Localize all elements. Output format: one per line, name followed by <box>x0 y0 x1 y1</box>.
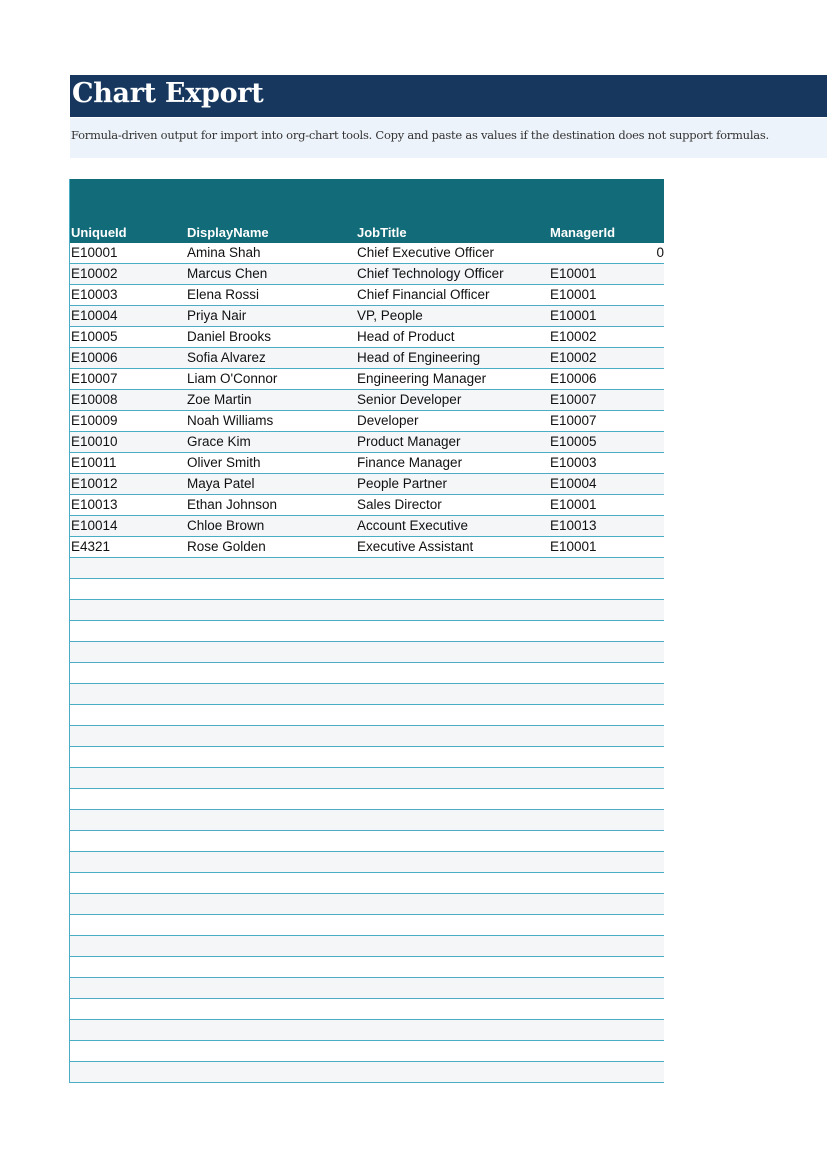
cell-displayname[interactable]: Noah Williams <box>187 413 274 428</box>
cell-displayname[interactable]: Chloe Brown <box>187 518 265 533</box>
cell-managerid[interactable]: E10001 <box>550 497 597 512</box>
empty-row <box>70 1062 664 1083</box>
cell-jobtitle[interactable]: Engineering Manager <box>357 371 487 386</box>
cell-managerid[interactable]: E10006 <box>550 371 597 386</box>
cell-uniqueid[interactable]: E10003 <box>71 287 118 302</box>
column-header-displayname[interactable]: DisplayName <box>187 225 269 240</box>
empty-row <box>70 999 664 1020</box>
cell-managerid[interactable]: E10001 <box>550 308 597 323</box>
cell-uniqueid[interactable]: E10013 <box>71 497 118 512</box>
cell-uniqueid[interactable]: E10014 <box>71 518 118 533</box>
cell-managerid[interactable]: E10002 <box>550 350 597 365</box>
table-row <box>70 537 664 558</box>
empty-row <box>70 1041 664 1062</box>
cell-uniqueid[interactable]: E10004 <box>71 308 118 323</box>
cell-managerid[interactable]: E10003 <box>550 455 597 470</box>
table-row <box>70 243 664 264</box>
cell-displayname[interactable]: Daniel Brooks <box>187 329 272 344</box>
cell-uniqueid[interactable]: E10010 <box>71 434 118 449</box>
cell-jobtitle[interactable]: Head of Product <box>357 329 455 344</box>
cell-displayname[interactable]: Priya Nair <box>187 308 247 323</box>
cell-jobtitle[interactable]: VP, People <box>357 308 423 323</box>
empty-row <box>70 726 664 747</box>
cell-jobtitle[interactable]: Sales Director <box>357 497 442 512</box>
subtitle-banner <box>70 118 827 158</box>
cell-displayname[interactable]: Oliver Smith <box>187 455 261 470</box>
cell-uniqueid[interactable]: E10011 <box>71 455 117 470</box>
empty-row <box>70 558 664 579</box>
cell-managerid[interactable]: E10005 <box>550 434 597 449</box>
cell-displayname[interactable]: Marcus Chen <box>187 266 268 281</box>
empty-row <box>70 789 664 810</box>
cell-displayname[interactable]: Grace Kim <box>187 434 251 449</box>
cell-jobtitle[interactable]: Finance Manager <box>357 455 463 470</box>
empty-row <box>70 915 664 936</box>
column-header-jobtitle[interactable]: JobTitle <box>357 225 407 240</box>
column-header-managerid[interactable]: ManagerId <box>550 225 616 240</box>
cell-uniqueid[interactable]: E10009 <box>71 413 118 428</box>
table-row <box>70 327 664 348</box>
cell-uniqueid[interactable]: E10001 <box>71 245 118 260</box>
cell-jobtitle[interactable]: Executive Assistant <box>357 539 474 554</box>
table-row <box>70 411 664 432</box>
empty-row <box>70 873 664 894</box>
cell-uniqueid[interactable]: E10012 <box>71 476 118 491</box>
cell-displayname[interactable]: Liam O'Connor <box>187 371 278 386</box>
table-row <box>70 432 664 453</box>
cell-uniqueid[interactable]: E10007 <box>71 371 118 386</box>
empty-row <box>70 852 664 873</box>
cell-jobtitle[interactable]: Chief Financial Officer <box>357 287 490 302</box>
table-row <box>70 369 664 390</box>
table-row <box>70 285 664 306</box>
cell-uniqueid[interactable]: E10005 <box>71 329 118 344</box>
empty-row <box>70 579 664 600</box>
cell-displayname[interactable]: Ethan Johnson <box>187 497 278 512</box>
cell-managerid[interactable]: E10001 <box>550 287 597 302</box>
cell-jobtitle[interactable]: People Partner <box>357 476 448 491</box>
cell-uniqueid[interactable]: E4321 <box>71 539 111 554</box>
empty-row <box>70 642 664 663</box>
table-row <box>70 474 664 495</box>
cell-jobtitle[interactable]: Account Executive <box>357 518 469 533</box>
cell-displayname[interactable]: Elena Rossi <box>187 287 260 302</box>
sheet-title: Chart Export <box>72 78 264 109</box>
column-header-uniqueid[interactable]: UniqueId <box>71 225 127 240</box>
cell-managerid[interactable]: E10004 <box>550 476 597 491</box>
empty-row <box>70 810 664 831</box>
cell-jobtitle[interactable]: Product Manager <box>357 434 461 449</box>
title-banner <box>70 75 827 117</box>
cell-managerid[interactable]: 0 <box>656 245 664 260</box>
cell-jobtitle[interactable]: Head of Engineering <box>357 350 481 365</box>
table-row <box>70 348 664 369</box>
empty-row <box>70 621 664 642</box>
cell-displayname[interactable]: Amina Shah <box>187 245 261 260</box>
empty-row <box>70 1020 664 1041</box>
cell-managerid[interactable]: E10013 <box>550 518 597 533</box>
table-body <box>70 243 664 1083</box>
cell-displayname[interactable]: Sofia Alvarez <box>187 350 266 365</box>
cell-managerid[interactable]: E10002 <box>550 329 597 344</box>
cell-uniqueid[interactable]: E10006 <box>71 350 118 365</box>
empty-row <box>70 663 664 684</box>
table-row <box>70 453 664 474</box>
cell-jobtitle[interactable]: Chief Executive Officer <box>357 245 495 260</box>
empty-row <box>70 768 664 789</box>
empty-row <box>70 684 664 705</box>
chart-export-table <box>69 179 664 1083</box>
cell-jobtitle[interactable]: Chief Technology Officer <box>357 266 504 281</box>
empty-row <box>70 936 664 957</box>
empty-row <box>70 894 664 915</box>
empty-row <box>70 747 664 768</box>
empty-row <box>70 957 664 978</box>
table-row <box>70 495 664 516</box>
table-row <box>70 306 664 327</box>
table-row <box>70 264 664 285</box>
cell-jobtitle[interactable]: Developer <box>357 413 419 428</box>
cell-displayname[interactable]: Rose Golden <box>187 539 266 554</box>
empty-row <box>70 600 664 621</box>
sheet-subtitle: Formula-driven output for import into org-chart tools. Copy and paste as values if the destination does not support formulas. <box>71 128 769 142</box>
cell-managerid[interactable]: E10007 <box>550 413 597 428</box>
table-row <box>70 390 664 411</box>
cell-displayname[interactable]: Zoe Martin <box>187 392 252 407</box>
table-header-row <box>70 179 664 243</box>
cell-managerid[interactable]: E10007 <box>550 392 597 407</box>
empty-row <box>70 705 664 726</box>
cell-managerid[interactable]: E10001 <box>550 266 597 281</box>
empty-row <box>70 978 664 999</box>
table-row <box>70 516 664 537</box>
cell-jobtitle[interactable]: Senior Developer <box>357 392 462 407</box>
cell-uniqueid[interactable]: E10008 <box>71 392 118 407</box>
cell-uniqueid[interactable]: E10002 <box>71 266 118 281</box>
cell-managerid[interactable]: E10001 <box>550 539 597 554</box>
empty-row <box>70 831 664 852</box>
cell-displayname[interactable]: Maya Patel <box>187 476 255 491</box>
